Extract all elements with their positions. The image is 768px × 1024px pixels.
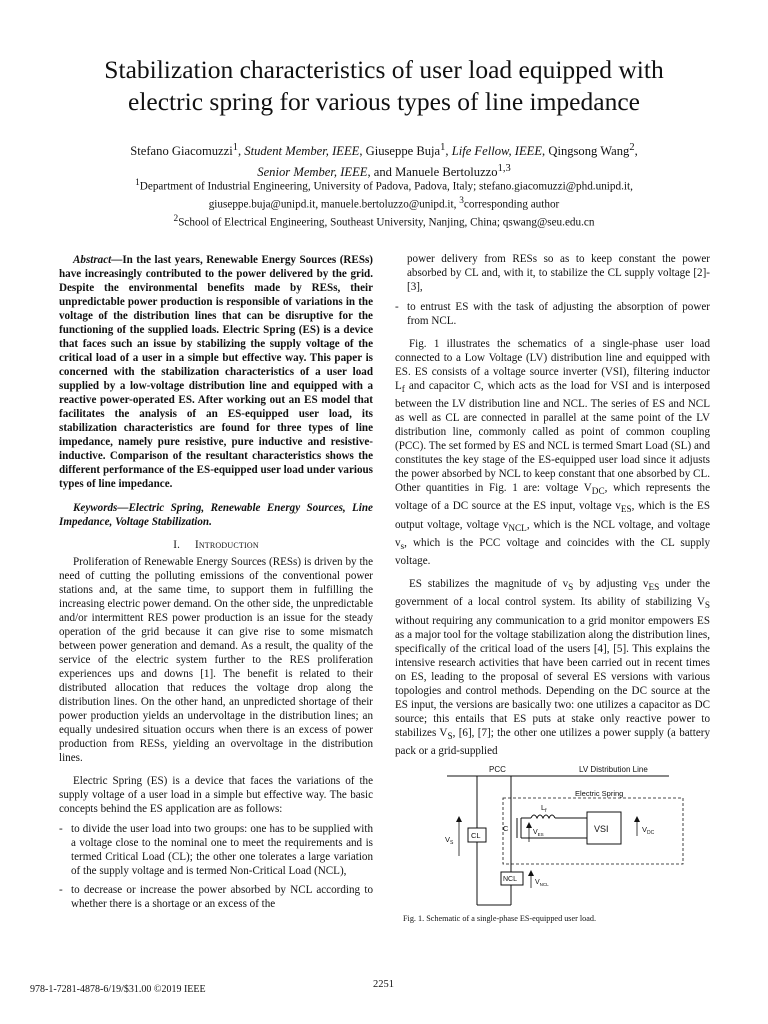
ves-label: $V_{ES}$	[533, 829, 544, 837]
list-item: - to decrease or increase the power absorbed by NCL according to whether there is a shortage or an excess of the	[59, 883, 373, 911]
intro-paragraph-2: Electric Spring (ES) is a device that faces the variations of the supply voltage of a user load in a simple but effective way. The basic concepts behind the ES application are as follows:	[59, 775, 373, 815]
affiliation-line: giuseppe.buja@unipd.it, manuele.bertoluzzo@unipd.it, $^3$corresponding author	[208, 196, 560, 211]
left-column	[59, 253, 373, 916]
copyright-footer: 978-1-7281-4878-6/19/$31.00 ©2019 IEEE	[30, 984, 206, 995]
vs-label: $V_S$	[445, 835, 454, 846]
affiliation-line: $^1$Department of Industrial Engineering, University of Padova, Padova, Italy; stefano.giacomuzzi@phd.unipd.it,	[135, 178, 633, 193]
figure-description-paragraph: Fig. 1 illustrates the schematics of a single-phase user load connected to a Low Voltage (LV) distribution line and equipped with ES. ES consists of a voltage source inverter (VSI), filtering inductor $L_f$ and capacitor C, which acts as the load for VSI and is interposed between the LV distribution line and NCL. The series of ES and NCL as well as CL are connected in parallel at the same point of the LV distribution line, commonly called as point of common coupling (PCC). The set formed by ES and NCL is termed Smart Load (SL) and constitutes the key stage of the ES-equipped user load since it adjusts the power absorbed by NCL to keep constant that one absorbed by CL. Other quantities in Fig. 1 are: voltage $V_{DC}$, which represents the voltage of a DC source at the ES input, voltage $v_{ES}$, which is the ES output voltage, voltage $v_{NCL}$, which is the NCL voltage, and voltage $v_s$, which is the PCC voltage and coincides with the CL supply voltage.	[395, 338, 710, 568]
concept-list-continued	[395, 252, 710, 294]
title-line-2: electric spring for various types of line impedance	[128, 87, 640, 116]
es-stabilization-paragraph: ES stabilizes the magnitude of $v_S$ by adjusting $v_{ES}$ under the government of a local control system. Its ability of stabilizing $V_S$ without requiring any communication to a grid monitor empowers ES as a major tool for the voltage stabilization along the distribution lines, specifically of the critical load of the users [4], [5]. This explains the intensive research activities that have been carried out in recent times on ES, leading to the proposal of several ES versions with various topologies and control methods. Depending on the DC source at the ES input, the versions are basically two: one utilizes a capacitor as DC source; this entails that ES puts at stake only reactive power to stabilizes $V_S$, [6], [7]; the other one utilizes a power supply (a battery pack or a grid-supplied	[395, 578, 710, 757]
list-item: - to entrust ES with the task of adjusting the absorption of power from NCL.	[395, 300, 710, 328]
keywords-label: Keywords—	[73, 502, 129, 514]
author-name: Manuele Bertoluzzo	[395, 165, 498, 180]
paper-title	[30, 54, 738, 118]
concept-list	[59, 822, 373, 911]
lf-label: $L_f$	[541, 803, 547, 814]
abstract-text: In the last years, Renewable Energy Sources (RESs) have increasingly contributed to the power delivered by the grid. Despite the environmental benefits made by RESs, their unpredictable power production is responsible of variations in the voltage of the distribution lines that can be disruptive for the functioning of the supplied loads. Electric Spring (ES) is a device that faces such an issue by stabilizing the supply voltage of the critical load of a user in a simple but effective way. This paper is concerned with the stabilization characteristics of a user load supplied by a low-voltage distribution line and equipped with a reactive power-operated ES. After working out an ES model that facilitates the analysis of an ES-equipped user load, its stabilization characteristics are found for three types of line impedance, namely pure resistive, pure inductive and resistive-inductive. Comparison of the resultant characteristics shows the different performance of the ES-equipped user load under various types of line impedance.	[59, 254, 373, 490]
intro-paragraph-1: Proliferation of Renewable Energy Sources (RESs) is driven by the need of cutting the polluting emissions of the conventional power stations and, at the same time, to support them in fulfilling the increasing electric power demand. On the other side, the unpredictable and/or intermittent RES power production is an issue for the steady operation of the grid because it can give rise to some mismatch between power generation and demand. As a result, the quality of the service of the electric system further to the RES proliferation experiences ups and downs [1]. The benefit is related to their distributed allocation that reduces the voltage drop along the distribution lines. On the other hand, an unpredicted shortage of their power production yields an undervoltage in the distribution lines; an equally undesired situation occurs when there is an excess of power production from RESs, yielding an overvoltage in the distribution lines.	[59, 556, 373, 764]
list-item: power delivery from RESs so as to keep constant the power absorbed by CL and, with it, to stabilize the CL supply voltage [2]-[3],	[407, 253, 710, 293]
author-role: Student Member, IEEE	[244, 144, 360, 159]
author-name: Qingsong Wang	[548, 144, 630, 159]
author-name: Stefano Giacomuzzi	[130, 144, 233, 159]
pcc-label: PCC	[489, 765, 506, 774]
section-heading: I. Introduction	[173, 539, 259, 551]
keywords	[59, 501, 373, 529]
abstract-label: Abstract	[73, 254, 112, 266]
abstract: Abstract—In the last years, Renewable Energy Sources (RESs) have increasingly contributed to the power delivered by the grid. Despite the environmental benefits made by RESs, their unpredictable power production is responsible of variations in the voltage of the distribution lines that can be disruptive for the functioning of the supplied loads. Electric Spring (ES) is a device that faces such an issue by stabilizing the supply voltage of the critical load of a user in a simple but effective way. This paper is concerned with the stabilization characteristics of a user load supplied by a low-voltage distribution line and equipped with a reactive power-operated ES. After working out an ES model that facilitates the analysis of an ES-equipped user load, its stabilization characteristics are found for three types of line impedance, namely pure resistive, pure inductive and resistive-inductive. Comparison of the resultant characteristics shows the different performance of the ES-equipped user load under various types of line impedance.	[59, 254, 373, 490]
inductor-lf	[531, 815, 555, 818]
author-role: Senior Member, IEEE	[257, 165, 368, 180]
right-column	[395, 246, 710, 758]
vdc-label: $V_{DC}$	[642, 825, 655, 836]
capacitor-label: C	[503, 824, 509, 833]
figure-caption: Fig. 1. Schematic of a single-phase ES-equipped user load.	[403, 914, 597, 923]
es-box-label: Electric Spring	[575, 789, 624, 798]
affiliations	[60, 176, 708, 231]
author-sup: 1	[440, 142, 446, 153]
list-item: - to divide the user load into two groups: one has to be supplied with a voltage close to the nominal one to meet the requirements and is termed Critical Load (CL); the other one tolerates a large variation of the supply voltage and is termed Non-Critical Load (NCL),	[59, 822, 373, 878]
keywords-text: Electric Spring, Renewable Energy Sources, Line Impedance, Voltage Stabilization.	[59, 502, 373, 528]
es-schematic-figure	[437, 760, 689, 910]
author-sup: 2	[629, 142, 635, 153]
ncl-label: NCL	[503, 876, 518, 883]
lv-line-label: LV Distribution Line	[579, 765, 648, 774]
title-line-1: Stabilization characteristics of user load equipped with	[104, 55, 664, 84]
vsi-label: VSI	[594, 824, 609, 834]
affiliation-line: $^2$School of Electrical Engineering, Southeast University, Nanjing, China; qswang@seu.edu.cn	[173, 214, 595, 230]
author-list: Stefano Giacomuzzi$^1$, Student Member, IEEE, Giuseppe Buja$^1$, Life Fellow, IEEE, Qingsong Wang$^2$, Senior Member, IEEE, and Manuele Bertoluzzo$^{1,3}$	[130, 142, 638, 180]
page-number: 2251	[373, 979, 394, 990]
concept-list-2	[395, 300, 710, 328]
author-sup: 1	[232, 142, 238, 153]
vncl-label: $V_{NCL}$	[535, 879, 549, 887]
author-sup: 1,3	[497, 163, 511, 175]
cl-label: CL	[471, 831, 481, 840]
author-role: Life Fellow, IEEE	[451, 144, 543, 159]
author-name: Giuseppe Buja	[365, 144, 441, 159]
